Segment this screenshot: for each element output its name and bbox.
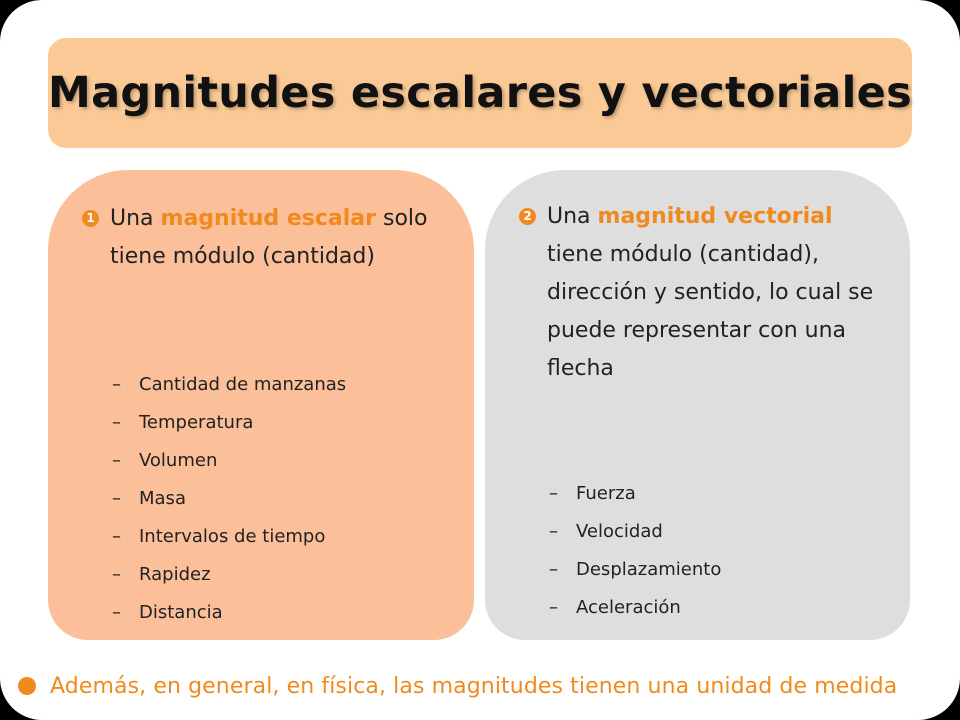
- vector-lead-pre: Una: [547, 204, 598, 229]
- dash-bullet: –: [549, 597, 558, 618]
- list-item: [112, 442, 346, 480]
- footer-note: [18, 667, 948, 705]
- vector-highlight: magnitud vectorial: [597, 204, 833, 229]
- list-item-text: Cantidad de manzanas: [139, 374, 347, 395]
- vector-definition: [519, 198, 879, 388]
- footer-text: Además, en general, en física, las magnitudes tienen una unidad de medida: [50, 673, 898, 699]
- dash-bullet: –: [112, 450, 121, 471]
- list-item-text: Velocidad: [576, 521, 663, 542]
- dash-bullet: –: [549, 483, 558, 504]
- list-item-text: Desplazamiento: [576, 559, 722, 580]
- scalar-definition: [82, 200, 442, 276]
- list-item: [112, 594, 346, 632]
- scalar-highlight: magnitud escalar: [160, 206, 376, 231]
- title-box: [48, 38, 912, 148]
- dash-bullet: –: [112, 564, 121, 585]
- list-item-text: Distancia: [139, 602, 223, 623]
- scalar-lead-rest: solo tiene módulo (cantidad): [110, 206, 428, 269]
- list-item: [549, 551, 721, 589]
- list-item-text: Masa: [139, 488, 186, 509]
- bullet-number: 1: [86, 211, 95, 225]
- circle-bullet-icon: [18, 677, 36, 695]
- dash-bullet: –: [112, 412, 121, 433]
- list-item-text: Rapidez: [139, 564, 211, 585]
- dash-bullet: –: [112, 488, 121, 509]
- dash-bullet: –: [112, 602, 121, 623]
- list-item: [112, 480, 346, 518]
- dash-bullet: –: [549, 521, 558, 542]
- list-item: [112, 366, 346, 404]
- dash-bullet: –: [112, 526, 121, 547]
- scalar-panel: [48, 170, 474, 640]
- list-item: [549, 589, 721, 627]
- list-item: [112, 404, 346, 442]
- list-item-text: Volumen: [139, 450, 218, 471]
- list-item: [549, 513, 721, 551]
- vector-panel: [485, 170, 910, 640]
- list-item: [112, 556, 346, 594]
- number-two-circle-icon: [519, 208, 536, 225]
- list-item: [549, 475, 721, 513]
- list-item-text: Intervalos de tiempo: [139, 526, 326, 547]
- list-item-text: Temperatura: [139, 412, 254, 433]
- number-one-circle-icon: [82, 210, 99, 227]
- vector-lead-rest: tiene módulo (cantidad), dirección y sentido, lo cual se puede representar con una flecha: [547, 242, 874, 381]
- bullet-number: 2: [523, 209, 532, 223]
- dash-bullet: –: [112, 374, 121, 395]
- list-item-text: Aceleración: [576, 597, 681, 618]
- list-item-text: Fuerza: [576, 483, 636, 504]
- dash-bullet: –: [549, 559, 558, 580]
- scalar-lead-pre: Una: [110, 206, 161, 231]
- scalar-examples-list: [112, 366, 346, 632]
- list-item: [112, 518, 346, 556]
- slide-title: Magnitudes escalares y vectoriales: [48, 68, 913, 118]
- vector-examples-list: [549, 475, 721, 627]
